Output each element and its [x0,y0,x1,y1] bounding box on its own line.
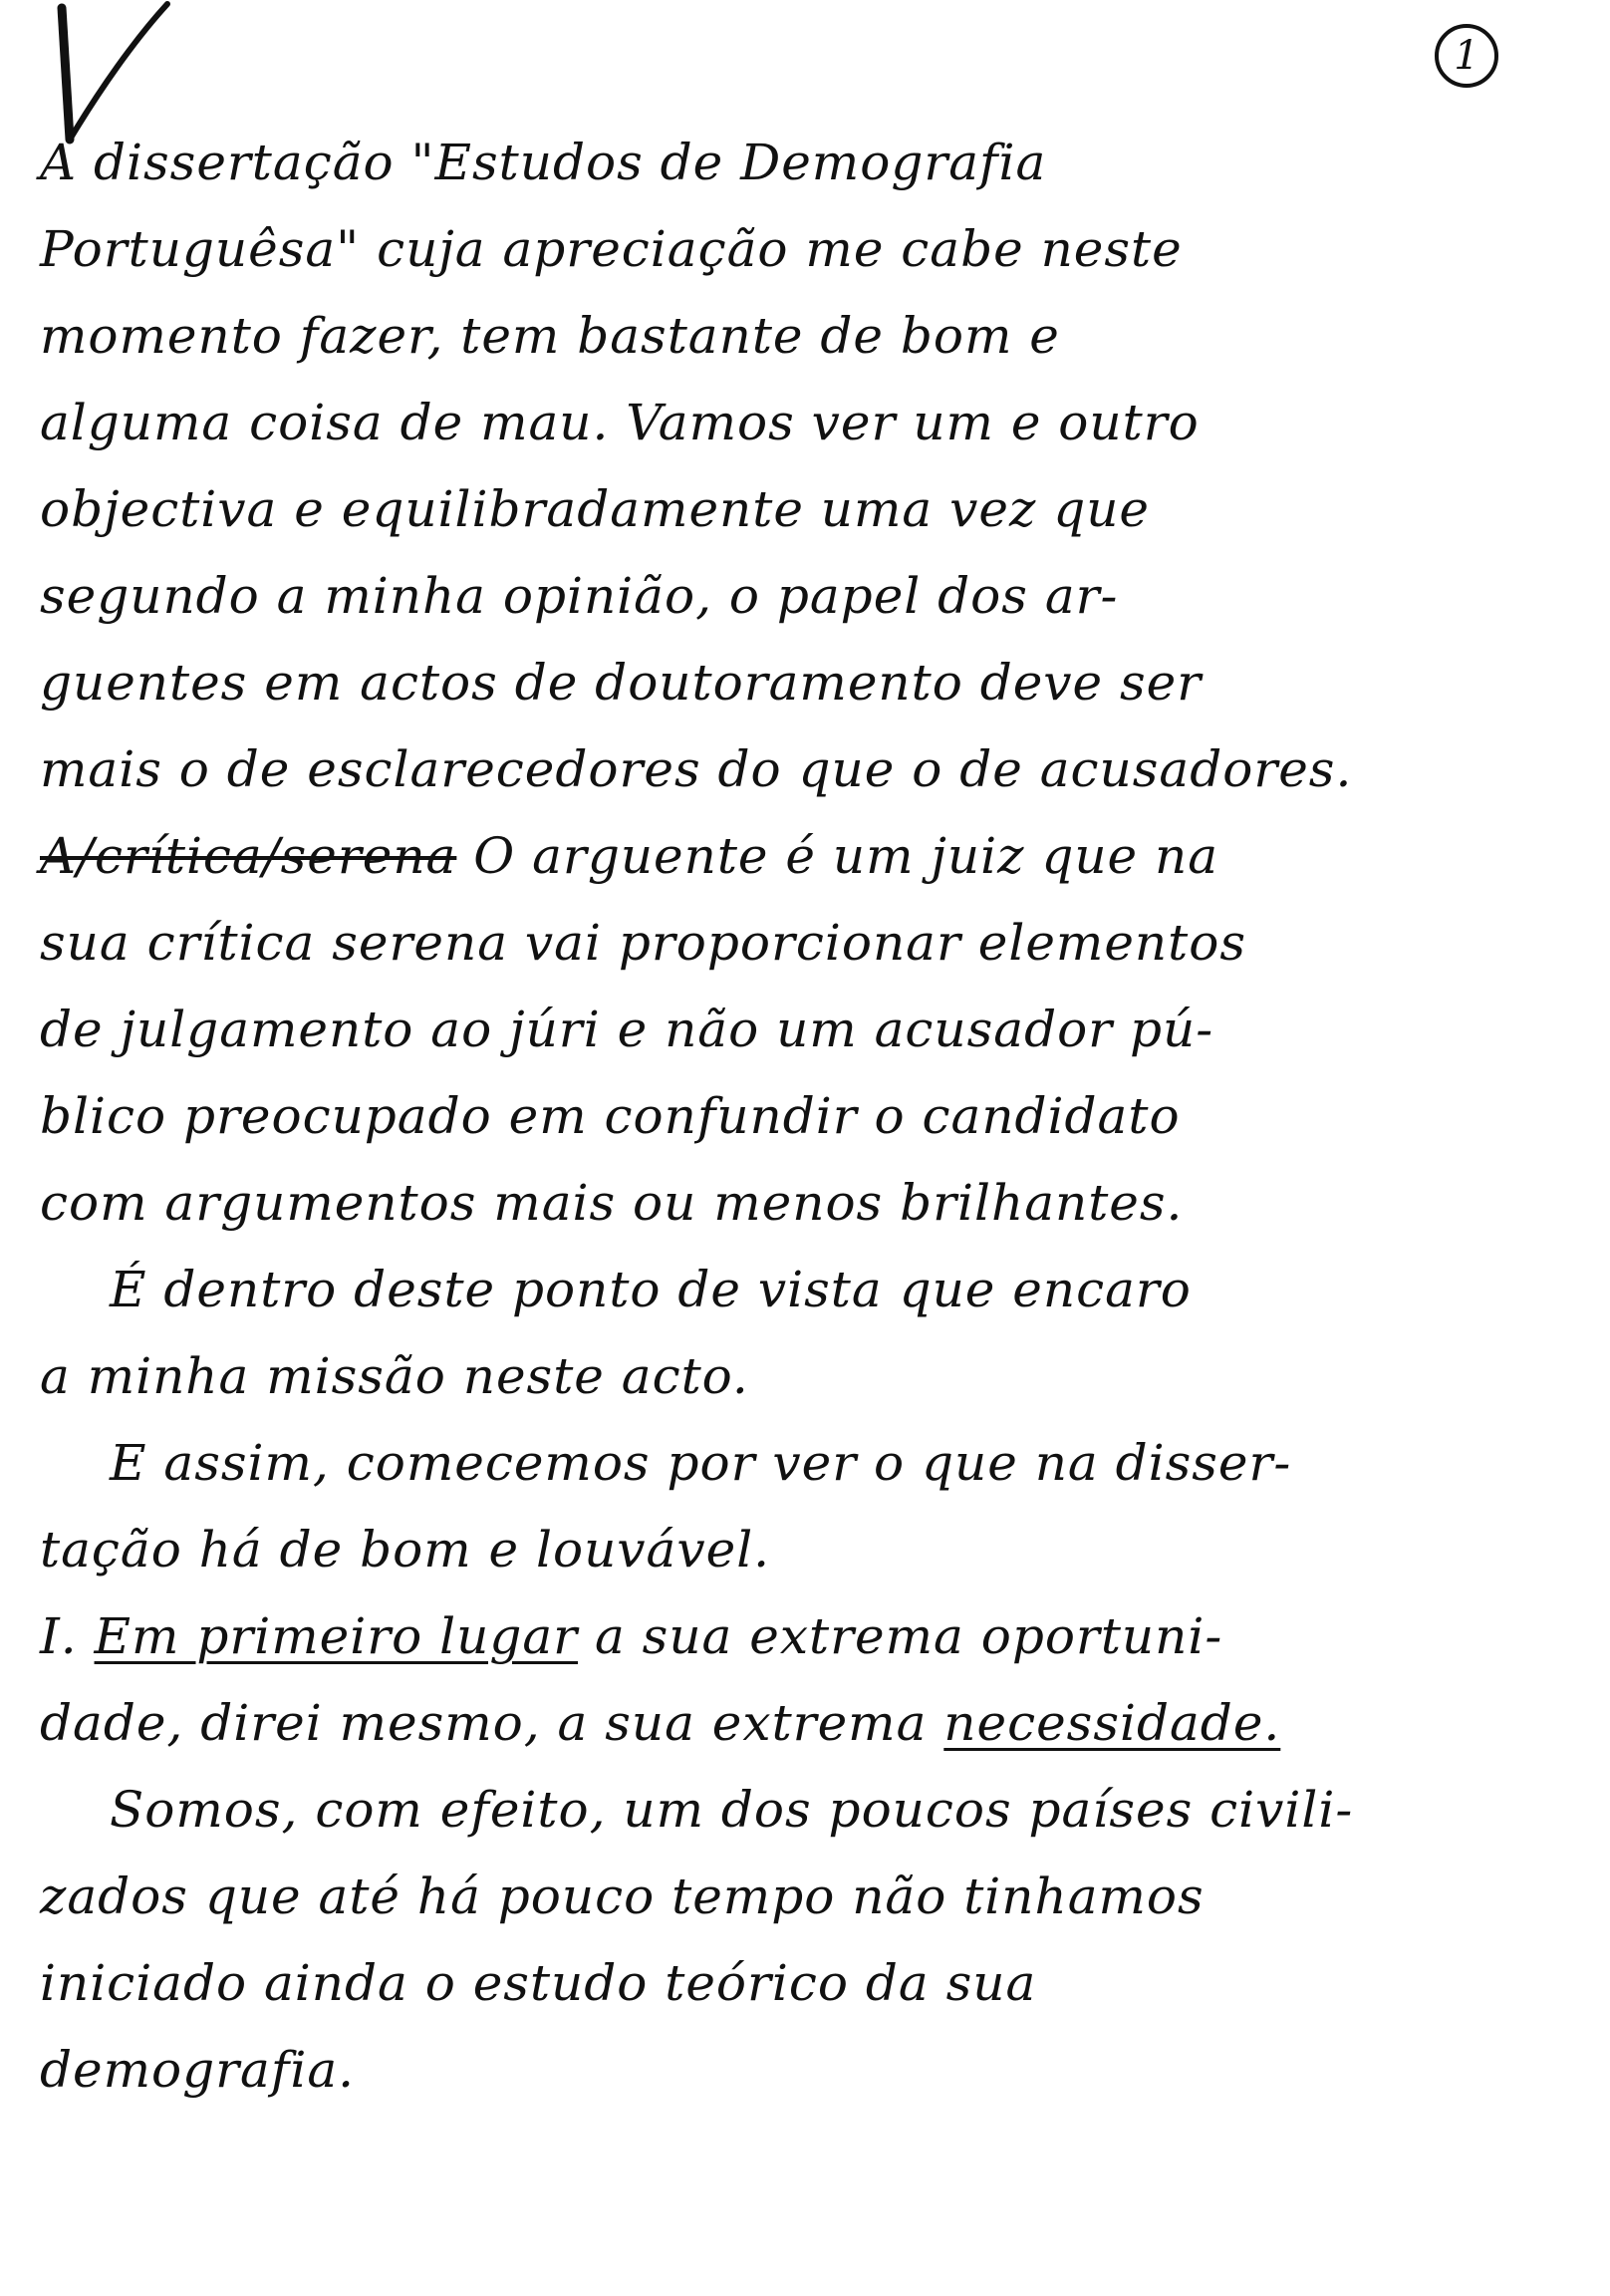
text-line: momento fazer, tem bastante de bom e [40,307,1060,365]
line-continuation: O arguente é um juiz que na [456,827,1219,885]
text-line: dade, direi mesmo, a sua extrema necessidade. [40,1694,1281,1752]
underlined-phrase: Em primeiro lugar [94,1607,579,1665]
text-line: com argumentos mais ou menos brilhantes. [40,1174,1184,1232]
text-line: tação há de bom e louvável. [40,1521,771,1578]
struck-out-text: A/crítica/serena [40,827,457,885]
text-line: E assim, comecemos por ver o que na disser- [110,1434,1292,1492]
text-line: guentes em actos de doutoramento deve ser [40,654,1203,712]
text-line: mais o de esclarecedores do que o de acusadores. [40,740,1353,798]
handwritten-text [40,120,1554,2114]
text-line: a minha missão neste acto. [40,1347,749,1405]
line-continuation: a sua extrema oportuni- [578,1607,1223,1665]
text-line: de julgamento ao júri e não um acusador pú- [40,1001,1214,1058]
page-number: 1 [1435,24,1498,88]
text-line: É dentro deste ponto de vista que encaro [110,1261,1192,1318]
text-line: sua crítica serena vai proporcionar elementos [40,914,1246,972]
text-line: Somos, com efeito, um dos poucos países civili- [110,1781,1354,1839]
text-line: A dissertação "Estudos de Demografia [40,134,1047,191]
text-line: iniciado ainda o estudo teórico da sua [40,1954,1037,2012]
text-line: demografia. [40,2041,356,2099]
text-line: Portuguêsa" cuja apreciação me cabe neste [40,220,1183,278]
section-number: I. [40,1607,95,1665]
underlined-word: necessidade. [943,1694,1281,1752]
text-line: zados que até há pouco tempo não tinhamos [40,1867,1205,1925]
text-line [40,813,1554,900]
text-line [40,1593,1554,1680]
text-line: objectiva e equilibradamente uma vez que [40,480,1150,538]
text-line: blico preocupado em confundir o candidato [40,1087,1181,1145]
text-line: alguma coisa de mau. Vamos ver um e outro [40,394,1200,451]
text-line: segundo a minha opinião, o papel dos ar- [40,567,1119,625]
